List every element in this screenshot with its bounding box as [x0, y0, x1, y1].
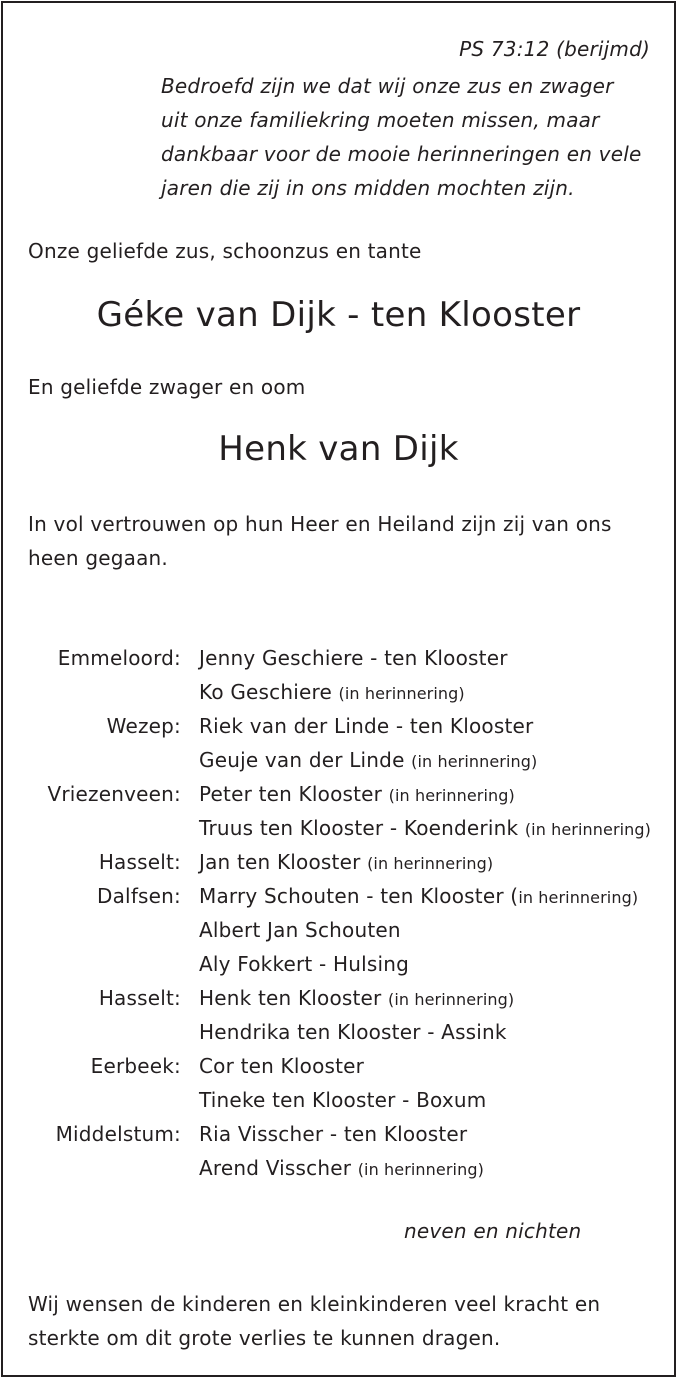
intro-text-brother-in-law: En geliefde zwager en oom — [28, 375, 306, 399]
person-name: Albert Jan Schouten — [199, 918, 401, 942]
family-row — [3, 981, 674, 1015]
family-person — [199, 709, 533, 745]
family-row — [3, 1049, 674, 1083]
memorial-note: (in herinnering) — [367, 854, 494, 873]
closing-line: sterkte om dit grote verlies te kunnen dragen. — [28, 1326, 501, 1350]
memorial-note: (in herinnering) — [357, 1160, 484, 1179]
person-name: Riek van der Linde - ten Klooster — [199, 714, 534, 738]
family-person — [199, 1151, 484, 1187]
verse-line: jaren die zij in ons midden mochten zijn. — [161, 176, 575, 200]
family-place: Eerbeek: — [90, 1054, 181, 1078]
person-name: Hendrika ten Klooster - Assink — [199, 1020, 507, 1044]
family-row — [3, 913, 674, 947]
family-person — [199, 675, 465, 711]
person-name: Cor ten Klooster — [199, 1054, 365, 1078]
memorial-note: (in herinnering) — [338, 684, 465, 703]
family-person — [199, 845, 493, 881]
family-row — [3, 675, 674, 709]
family-row — [3, 1015, 674, 1049]
faith-line: heen gegaan. — [28, 546, 168, 570]
family-row — [3, 947, 674, 981]
family-row — [3, 743, 674, 777]
family-person — [199, 1083, 486, 1119]
family-row — [3, 1151, 674, 1185]
memorial-note: (in herinnering) — [388, 990, 515, 1009]
memorial-note: in herinnering) — [518, 888, 639, 907]
family-row — [3, 879, 674, 913]
closing-line: Wij wensen de kinderen en kleinkinderen veel kracht en — [28, 1292, 601, 1316]
family-row — [3, 811, 674, 845]
family-list — [3, 641, 674, 1185]
family-row — [3, 777, 674, 811]
faith-line: In vol vertrouwen op hun Heer en Heiland zijn zij van ons — [28, 512, 612, 536]
person-name: Marry Schouten - ten Klooster ( — [199, 884, 519, 908]
person-name: Geuje van der Linde — [199, 748, 412, 772]
family-row — [3, 1117, 674, 1151]
family-person — [199, 981, 514, 1017]
family-row — [3, 709, 674, 743]
family-person — [199, 947, 409, 983]
verse-line: dankbaar voor de mooie herinneringen en vele — [161, 142, 642, 166]
intro-text-sister: Onze geliefde zus, schoonzus en tante — [28, 239, 422, 263]
cousins-line: neven en nichten — [404, 1219, 582, 1243]
verse-line: uit onze familiekring moeten missen, maar — [161, 108, 600, 132]
family-place: Vriezenveen: — [47, 782, 181, 806]
family-person — [199, 743, 537, 779]
person-name: Ko Geschiere — [199, 680, 339, 704]
family-place: Dalfsen: — [97, 884, 181, 908]
family-place: Middelstum: — [55, 1122, 181, 1146]
family-row — [3, 845, 674, 879]
family-row — [3, 641, 674, 675]
person-name: Peter ten Klooster — [199, 782, 389, 806]
family-person — [199, 913, 401, 949]
family-person — [199, 811, 651, 847]
deceased-name-geke: Géke van Dijk - ten Klooster — [96, 295, 581, 335]
family-person — [199, 1015, 507, 1051]
person-name: Jenny Geschiere - ten Klooster — [199, 646, 508, 670]
family-person — [199, 777, 515, 813]
verse-text — [161, 69, 661, 205]
memorial-note: (in herinnering) — [411, 752, 538, 771]
family-person — [199, 1049, 364, 1085]
family-place: Hasselt: — [98, 986, 181, 1010]
memorial-note: (in herinnering) — [524, 820, 652, 839]
person-name: Henk ten Klooster — [199, 986, 389, 1010]
family-person — [199, 641, 508, 677]
death-notice-card — [1, 1, 676, 1377]
person-name: Aly Fokkert - Hulsing — [199, 952, 410, 976]
person-name: Arend Visscher — [199, 1156, 358, 1180]
verse-reference: PS 73:12 (berijmd) — [459, 37, 650, 61]
family-place: Wezep: — [106, 714, 181, 738]
family-person — [199, 1117, 467, 1153]
closing-paragraph — [28, 1287, 648, 1355]
person-name: Tineke ten Klooster - Boxum — [199, 1088, 487, 1112]
faith-paragraph — [28, 507, 648, 575]
memorial-note: (in herinnering) — [388, 786, 515, 805]
person-name: Jan ten Klooster — [199, 850, 368, 874]
person-name: Truus ten Klooster - Koenderink — [199, 816, 525, 840]
person-name: Ria Visscher - ten Klooster — [199, 1122, 468, 1146]
deceased-name-henk: Henk van Dijk — [218, 429, 459, 469]
family-row — [3, 1083, 674, 1117]
verse-line: Bedroefd zijn we dat wij onze zus en zwager — [161, 74, 614, 98]
family-person — [199, 879, 638, 915]
family-place: Hasselt: — [98, 850, 181, 874]
family-place: Emmeloord: — [57, 646, 181, 670]
